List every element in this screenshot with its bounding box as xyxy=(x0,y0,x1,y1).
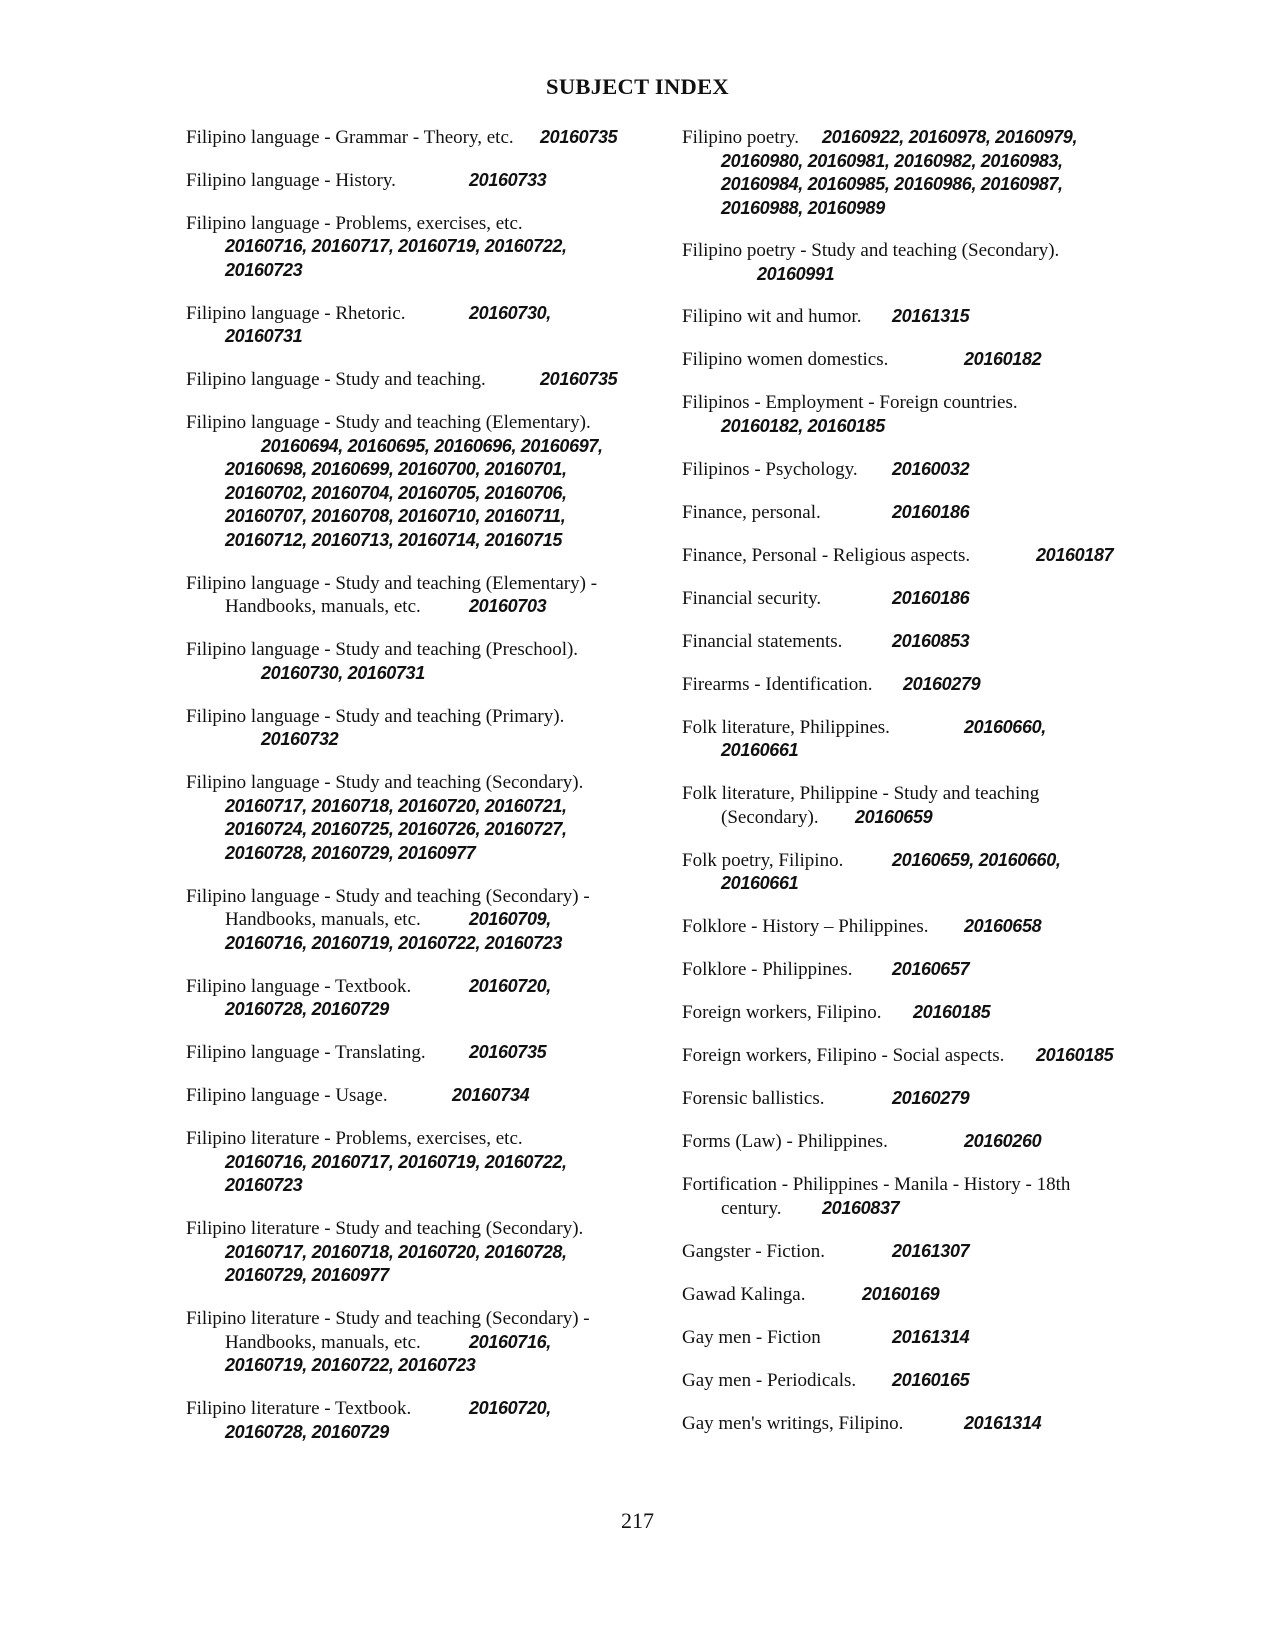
index-entry xyxy=(682,915,1157,939)
entry-term: Filipino poetry - Study and teaching (Secondary). xyxy=(682,240,1060,261)
entry-numbers: 20160169 xyxy=(862,1283,940,1304)
entry-numbers: 20160702, 20160704, 20160705, 20160706, xyxy=(225,482,567,503)
entry-numbers: 20160260 xyxy=(964,1131,1042,1151)
entry-term: Filipino poetry. xyxy=(682,127,799,148)
entry-numbers: 20160922, 20160978, 20160979, xyxy=(822,127,1078,147)
entry-term: Foreign workers, Filipino. xyxy=(682,1002,882,1023)
entry-term: Filipino language - Study and teaching (Secondary) - xyxy=(186,885,590,907)
entry-term: Filipino literature - Textbook. xyxy=(186,1398,412,1419)
entry-numbers: 20160187 xyxy=(1036,544,1114,565)
index-entry xyxy=(682,673,1157,697)
entry-term: Folklore - Philippines. xyxy=(682,959,853,980)
entry-term-continuation: Handbooks, manuals, etc. xyxy=(225,1331,421,1353)
index-entry xyxy=(682,305,1157,329)
entry-numbers: 20160182 xyxy=(964,349,1042,369)
entry-term: Gay men's writings, Filipino. xyxy=(682,1412,904,1434)
entry-term: Filipino women domestics. xyxy=(682,349,889,370)
entry-term: Filipino language - Study and teaching. xyxy=(186,369,486,390)
entry-numbers: 20160716, xyxy=(469,1331,551,1352)
entry-numbers: 20161314 xyxy=(892,1326,970,1347)
entry-numbers: 20160735 xyxy=(540,369,618,389)
entry-numbers: 20161307 xyxy=(892,1240,970,1261)
entry-numbers: 20160698, 20160699, 20160700, 20160701, xyxy=(225,459,567,479)
entry-term: Filipino language - Usage. xyxy=(186,1085,388,1106)
index-entry xyxy=(682,239,1157,286)
entry-numbers: 20160279 xyxy=(903,673,981,694)
entry-term: Folk poetry, Filipino. xyxy=(682,849,844,871)
index-entry xyxy=(682,958,1157,982)
index-entry xyxy=(682,587,1157,611)
index-entry xyxy=(682,716,1157,763)
entry-term: Filipino language - Study and teaching (Primary). xyxy=(186,705,565,727)
index-entry xyxy=(186,705,648,752)
entry-term: Filipino language - Study and teaching (Elementary) - xyxy=(186,572,598,594)
entry-numbers: 20160837 xyxy=(822,1197,900,1218)
entry-term: Filipino language - Rhetoric. xyxy=(186,302,406,324)
entry-term-continuation: (Secondary). xyxy=(721,806,819,828)
index-entry xyxy=(682,849,1157,896)
entry-term: Filipino language - Study and teaching (Preschool). xyxy=(186,639,579,660)
index-entry xyxy=(186,771,648,865)
entry-numbers: 20160659 xyxy=(855,806,933,827)
entry-numbers: 20160717, 20160718, 20160720, 20160721, xyxy=(225,795,567,816)
entry-numbers: 20160733 xyxy=(469,169,547,190)
entry-term: Filipino literature - Problems, exercises, etc. xyxy=(186,1128,523,1149)
entry-numbers: 20161315 xyxy=(892,306,970,326)
page-number: 217 xyxy=(621,1508,654,1533)
entry-numbers: 20160723 xyxy=(225,1175,303,1195)
index-entry xyxy=(186,1084,648,1108)
index-entry xyxy=(186,212,648,283)
index-entry xyxy=(682,1044,1157,1068)
entry-numbers: 20160716, 20160717, 20160719, 20160722, xyxy=(225,1151,567,1172)
entry-numbers: 20160712, 20160713, 20160714, 20160715 xyxy=(225,529,563,550)
entry-term: Filipino language - Study and teaching (Secondary). xyxy=(186,772,584,793)
entry-term: Filipino language - Study and teaching (Elementary). xyxy=(186,412,591,433)
index-entry xyxy=(682,1412,1157,1436)
index-entry xyxy=(186,1397,648,1444)
entry-numbers: 20160719, 20160722, 20160723 xyxy=(225,1355,476,1375)
entry-numbers: 20160734 xyxy=(452,1085,530,1105)
entry-numbers: 20160707, 20160708, 20160710, 20160711, xyxy=(225,506,566,526)
entry-numbers: 20160724, 20160725, 20160726, 20160727, xyxy=(225,819,567,839)
entry-numbers: 20160186 xyxy=(892,587,970,608)
index-entry xyxy=(682,782,1157,829)
entry-numbers: 20160186 xyxy=(892,501,970,522)
entry-term-continuation: Handbooks, manuals, etc. xyxy=(225,909,421,930)
entry-term: Filipinos - Psychology. xyxy=(682,458,858,480)
index-entry xyxy=(186,1041,648,1065)
index-entry xyxy=(682,458,1157,482)
entry-term: Filipino language - History. xyxy=(186,169,396,191)
entry-numbers: 20160694, 20160695, 20160696, 20160697, xyxy=(261,435,603,456)
entry-numbers: 20160728, 20160729, 20160977 xyxy=(225,842,476,863)
entry-numbers: 20160728, 20160729 xyxy=(225,999,389,1019)
page-title: SUBJECT INDEX xyxy=(546,74,729,99)
index-entry xyxy=(186,169,648,193)
index-entry xyxy=(682,1001,1157,1025)
entry-numbers: 20160279 xyxy=(892,1088,970,1108)
index-entry xyxy=(682,1369,1157,1393)
entry-numbers: 20160735 xyxy=(540,127,618,147)
index-entry xyxy=(186,302,648,349)
entry-term: Foreign workers, Filipino - Social aspects. xyxy=(682,1045,1005,1066)
entry-numbers: 20160660, xyxy=(964,716,1046,737)
index-entry xyxy=(186,368,648,392)
entry-term: Filipino literature - Study and teaching (Secondary) - xyxy=(186,1308,590,1329)
index-entry xyxy=(682,1240,1157,1264)
entry-numbers: 20160988, 20160989 xyxy=(721,197,885,218)
index-entry xyxy=(186,126,648,150)
index-entry xyxy=(682,501,1157,525)
index-entry xyxy=(682,1326,1157,1350)
index-entry xyxy=(186,638,648,685)
entry-numbers: 20160661 xyxy=(721,873,799,893)
entry-numbers: 20160717, 20160718, 20160720, 20160728, xyxy=(225,1241,567,1262)
index-entry xyxy=(186,1307,648,1378)
entry-numbers: 20160730, xyxy=(469,302,551,323)
entry-numbers: 20160728, 20160729 xyxy=(225,1421,389,1442)
entry-numbers: 20160730, 20160731 xyxy=(261,662,425,683)
entry-numbers: 20160659, 20160660, xyxy=(892,849,1061,870)
entry-numbers: 20160703 xyxy=(469,596,547,616)
entry-term: Gay men - Fiction xyxy=(682,1326,821,1348)
entry-numbers: 20160723 xyxy=(225,259,303,280)
entry-term: Filipino language - Translating. xyxy=(186,1042,426,1063)
entry-term: Forensic ballistics. xyxy=(682,1088,825,1109)
entry-numbers: 20160032 xyxy=(892,458,970,479)
entry-numbers: 20160661 xyxy=(721,740,799,760)
entry-term: Gangster - Fiction. xyxy=(682,1240,826,1262)
index-entry xyxy=(682,391,1157,438)
index-entry xyxy=(682,126,1157,220)
index-column-right xyxy=(682,126,1157,1435)
index-entry xyxy=(682,1130,1157,1154)
entry-term: Forms (Law) - Philippines. xyxy=(682,1131,888,1152)
entry-term: Financial statements. xyxy=(682,630,843,652)
entry-numbers: 20160984, 20160985, 20160986, 20160987, xyxy=(721,174,1063,194)
entry-term: Financial security. xyxy=(682,587,822,609)
entry-term: Filipino literature - Study and teaching (Secondary). xyxy=(186,1218,584,1239)
index-entry xyxy=(682,544,1157,568)
index-column-left xyxy=(186,126,648,1444)
index-entry xyxy=(682,1173,1157,1220)
entry-numbers: 20160709, xyxy=(469,909,551,929)
index-entry xyxy=(186,411,648,552)
entry-term: Folk literature, Philippines. xyxy=(682,716,890,738)
entry-term: Gawad Kalinga. xyxy=(682,1283,806,1305)
entry-numbers: 20161314 xyxy=(964,1412,1042,1433)
entry-numbers: 20160658 xyxy=(964,916,1042,936)
entry-term: Filipino language - Grammar - Theory, etc. xyxy=(186,127,514,148)
entry-numbers: 20160853 xyxy=(892,630,970,651)
entry-term: Filipinos - Employment - Foreign countries. xyxy=(682,392,1018,413)
entry-numbers: 20160716, 20160717, 20160719, 20160722, xyxy=(225,236,567,256)
index-entry xyxy=(186,1217,648,1288)
index-entry xyxy=(682,348,1157,372)
entry-term: Filipino wit and humor. xyxy=(682,306,862,327)
entry-numbers: 20160185 xyxy=(913,1002,991,1022)
entry-term: Firearms - Identification. xyxy=(682,673,873,695)
entry-numbers: 20160729, 20160977 xyxy=(225,1265,389,1285)
entry-numbers: 20160731 xyxy=(225,326,303,346)
entry-term-continuation: Handbooks, manuals, etc. xyxy=(225,596,421,617)
index-entry xyxy=(186,1127,648,1198)
entry-term: Folklore - History – Philippines. xyxy=(682,916,929,937)
entry-numbers: 20160720, xyxy=(469,1398,551,1418)
entry-term: Fortification - Philippines - Manila - History - 18th xyxy=(682,1174,1071,1195)
entry-numbers: 20160165 xyxy=(892,1369,970,1390)
entry-numbers: 20160720, xyxy=(469,975,551,996)
entry-numbers: 20160716, 20160719, 20160722, 20160723 xyxy=(225,932,563,953)
entry-term: Finance, personal. xyxy=(682,501,821,523)
entry-numbers: 20160185 xyxy=(1036,1045,1114,1065)
entry-term: Filipino language - Problems, exercises, etc. xyxy=(186,212,523,234)
entry-numbers: 20160735 xyxy=(469,1042,547,1062)
entry-numbers: 20160980, 20160981, 20160982, 20160983, xyxy=(721,150,1063,171)
entry-numbers: 20160182, 20160185 xyxy=(721,415,885,436)
entry-term: Gay men - Periodicals. xyxy=(682,1369,857,1391)
entry-numbers: 20160991 xyxy=(757,263,835,284)
index-entry xyxy=(186,975,648,1022)
entry-numbers: 20160657 xyxy=(892,959,970,979)
index-entry xyxy=(682,1087,1157,1111)
entry-term: Folk literature, Philippine - Study and teaching xyxy=(682,783,1040,804)
index-entry xyxy=(682,1283,1157,1307)
entry-numbers: 20160732 xyxy=(261,729,339,749)
entry-term: Filipino language - Textbook. xyxy=(186,975,412,997)
index-entry xyxy=(682,630,1157,654)
index-entry xyxy=(186,572,648,619)
entry-term: Finance, Personal - Religious aspects. xyxy=(682,544,971,566)
index-entry xyxy=(186,885,648,956)
entry-term-continuation: century. xyxy=(721,1197,782,1219)
